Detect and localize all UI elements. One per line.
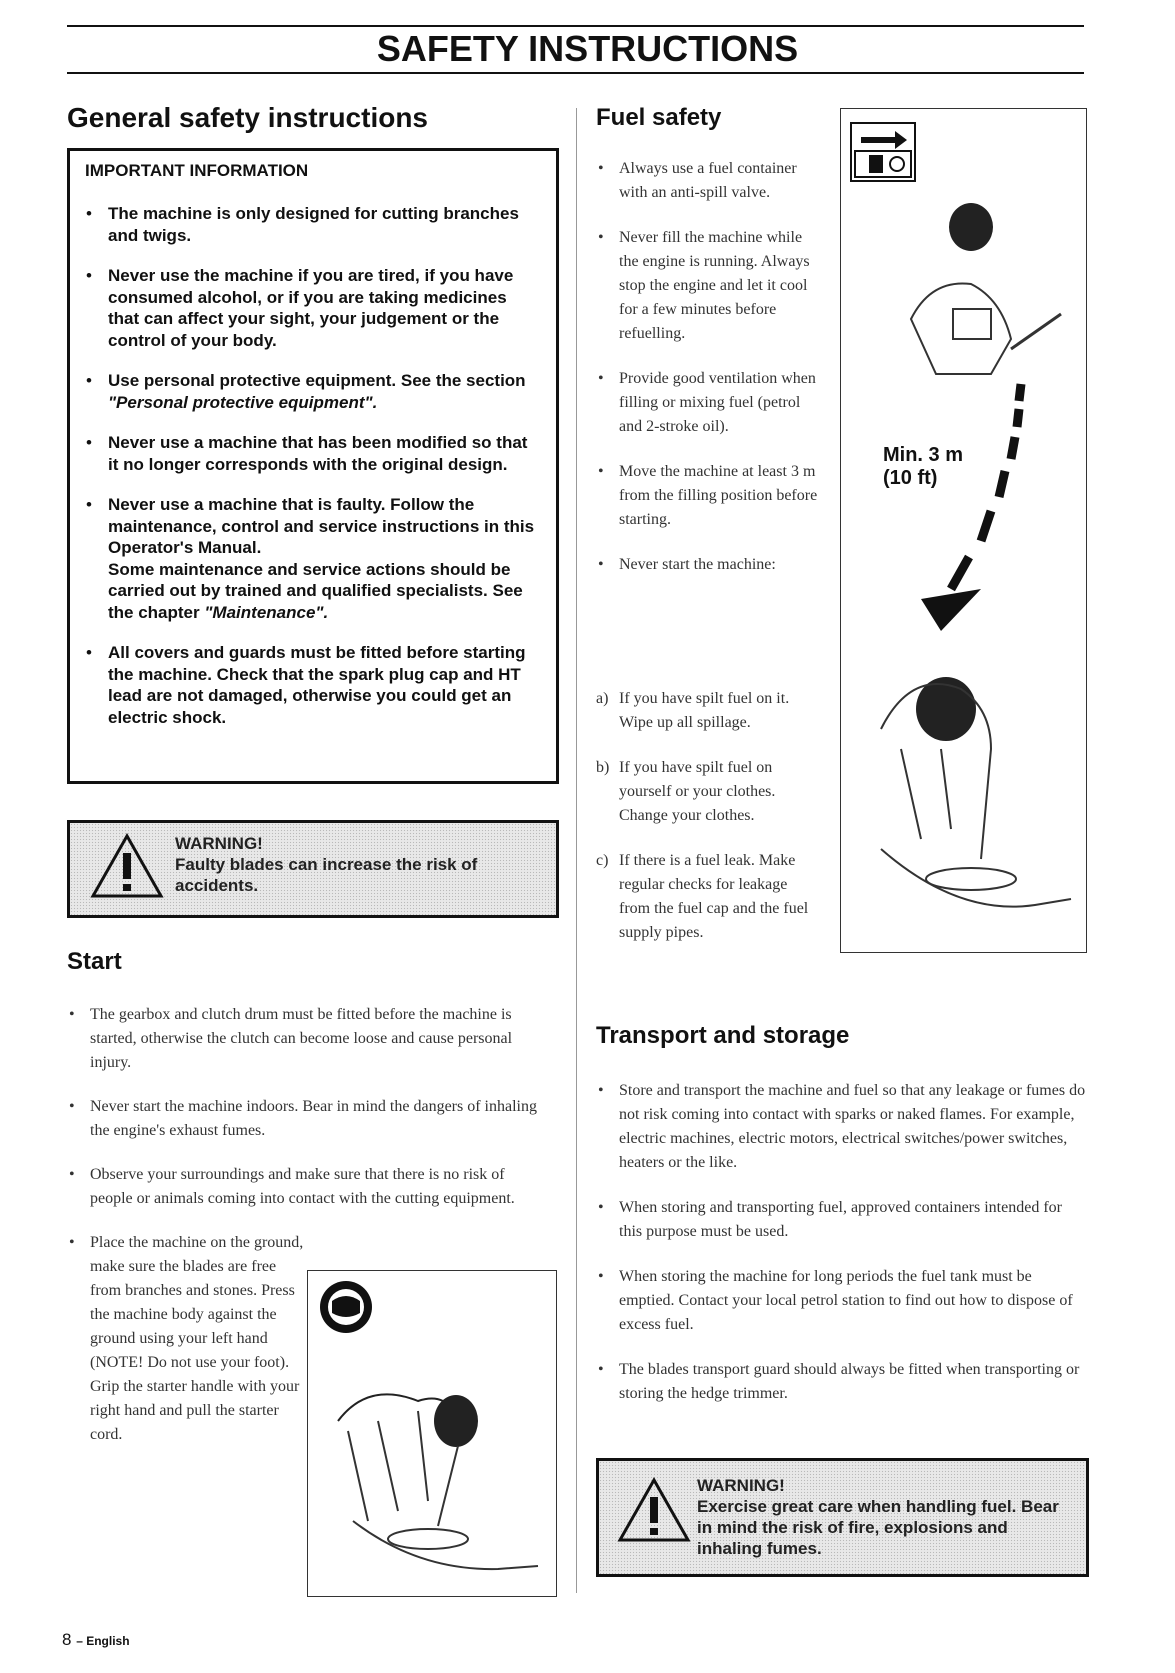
sub-item-text: If you have spilt fuel on it. Wipe up all spillage. (619, 690, 790, 731)
info-item (82, 432, 537, 475)
column-divider (576, 108, 577, 1593)
transport-item: • Store and transport the machine and fuel so that any leakage or fumes do not risk coming into contact with sparks or naked flames. For example, electric machines, electric motors, electrical switches/power switches, heaters or the like. (596, 1079, 1086, 1175)
section-reference: "Personal protective equipment". (108, 392, 378, 412)
distance-imperial: (10 ft) (883, 467, 938, 489)
info-item (82, 642, 537, 728)
top-rule (67, 25, 1084, 27)
start-figure (307, 1270, 557, 1597)
fuel-sub-list (596, 687, 821, 945)
fuel-safety-heading: Fuel safety (596, 104, 722, 131)
info-item (82, 494, 537, 623)
operator-starting-illustration (308, 1271, 556, 1596)
info-item-text: Never use a machine that is faulty. Follow the maintenance, control and service instructions in this Operator's Manual. (108, 495, 535, 557)
fuel-item: • Move the machine at least 3 m from the filling position before starting. (596, 460, 821, 532)
page-title: SAFETY INSTRUCTIONS (376, 28, 799, 69)
fuel-figure (840, 108, 1087, 953)
start-item: • Place the machine on the ground, make sure the blades are free from branches and stones. Press the machine body against the ground using your left hand (NOTE! Do not use your foot). Grip the starter handle with your right hand and pull the starter cord. (67, 1231, 308, 1447)
start-heading: Start (67, 948, 122, 975)
info-item (82, 203, 537, 246)
info-item-text: Never use a machine that has been modified so that it no longer corresponds with the original design. (108, 433, 528, 474)
fuel-sub-item (596, 687, 821, 735)
info-item-text: Never use the machine if you are tired, if you have consumed alcohol, or if you are taking medicines that can affect your sight, your judgement or the control of your body. (108, 266, 514, 350)
distance-metric: Min. 3 m (883, 444, 964, 466)
info-item (82, 370, 537, 413)
warning-triangle-icon (90, 833, 164, 899)
page-footer (62, 1630, 130, 1650)
sub-item-text: If you have spilt fuel on yourself or your clothes. Change your clothes. (619, 759, 776, 824)
title-rule (67, 72, 1084, 74)
fuel-item: • Always use a fuel container with an anti-spill valve. (596, 157, 821, 205)
info-item-text: The machine is only designed for cutting branches and twigs. (108, 204, 519, 245)
transport-storage-heading: Transport and storage (596, 1022, 850, 1049)
transport-item: • When storing the machine for long periods the fuel tank must be emptied. Contact your local petrol station to find out how to dispose of excess fuel. (596, 1265, 1086, 1337)
sub-item-text: If there is a fuel leak. Make regular checks for leakage from the fuel cap and the fuel supply pipes. (619, 852, 809, 941)
warning-text: Faulty blades can increase the risk of accidents. (175, 855, 478, 895)
warning-box-fuel (596, 1458, 1089, 1577)
warning-box-blades (67, 820, 559, 918)
important-info-list (82, 203, 537, 747)
warning-title: WARNING! (175, 834, 263, 853)
fuel-sub-item (596, 756, 821, 828)
sub-item-label: b) (596, 759, 610, 776)
sub-item-label: a) (596, 690, 609, 707)
sub-item-label: c) (596, 852, 609, 869)
distance-label (883, 444, 963, 490)
important-info-title: IMPORTANT INFORMATION (85, 161, 309, 180)
start-item: • Never start the machine indoors. Bear in mind the dangers of inhaling the engine's exhaust fumes. (67, 1095, 547, 1143)
info-item-text: All covers and guards must be fitted before starting the machine. Check that the spark plug cap and HT lead are not damaged, otherwise you could get an electric shock. (108, 643, 526, 727)
warning-text: Exercise great care when handling fuel. Bear in mind the risk of fire, explosions and inhaling fumes. (697, 1497, 1059, 1558)
fuel-item: • Provide good ventilation when filling or mixing fuel (petrol and 2-stroke oil). (596, 367, 821, 439)
warning-title: WARNING! (697, 1476, 785, 1495)
important-info-box (67, 148, 559, 784)
transport-item: • When storing and transporting fuel, approved containers intended for this purpose must be used. (596, 1196, 1086, 1244)
fuel-sub-item (596, 849, 821, 945)
language-label: – English (76, 1634, 130, 1648)
info-item-text: Use personal protective equipment. See the section (108, 371, 526, 390)
fuel-item: • Never start the machine: (596, 553, 821, 577)
fuel-item: • Never fill the machine while the engine is running. Always stop the engine and let it cool for a few minutes before refuelling. (596, 226, 821, 346)
warning-triangle-icon (617, 1477, 691, 1543)
start-item: • Observe your surroundings and make sure that there is no risk of people or animals coming into contact with the cutting equipment. (67, 1163, 547, 1211)
general-safety-heading: General safety instructions (67, 102, 429, 133)
chapter-reference: "Maintenance". (204, 602, 329, 622)
info-item-extra: Some maintenance and service actions should be carried out by trained and qualified specialists. See the chapter (108, 559, 523, 622)
refuel-distance-illustration (841, 109, 1086, 952)
fuel-list (596, 157, 821, 598)
info-item (82, 265, 537, 351)
transport-item: • The blades transport guard should always be fitted when transporting or storing the hedge trimmer. (596, 1358, 1086, 1406)
transport-list (596, 1079, 1086, 1406)
start-item: • The gearbox and clutch drum must be fitted before the machine is started, otherwise the clutch can become loose and cause personal injury. (67, 1003, 547, 1075)
page-number: 8 (62, 1630, 72, 1649)
